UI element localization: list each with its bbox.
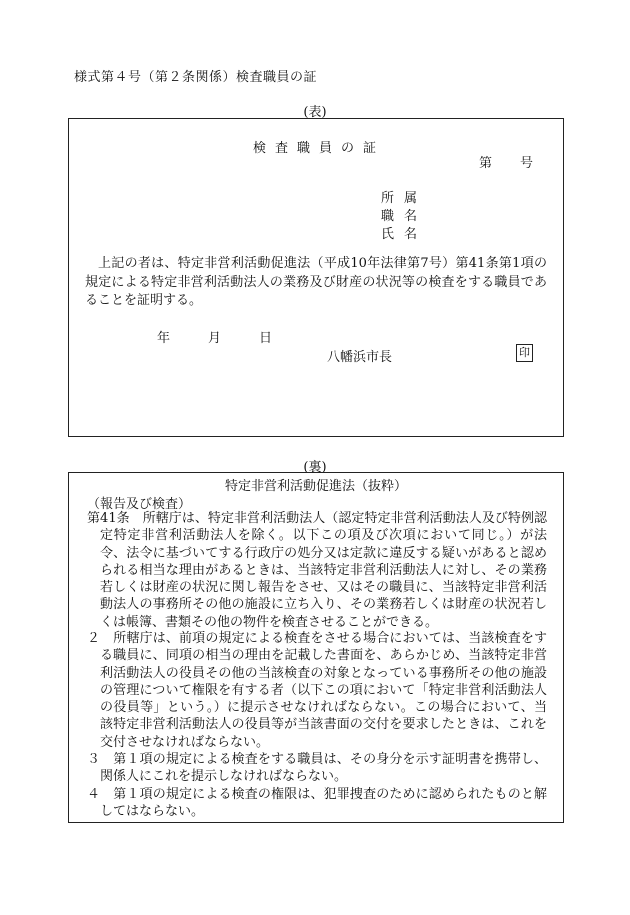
clause-article-41 — [87, 510, 547, 631]
seal-mark: 印 — [516, 344, 533, 362]
date-day: 日 — [259, 331, 273, 346]
form-title: 様式第４号（第２条関係）検査職員の証 — [74, 70, 318, 85]
clause-text: ４ 第１項の規定による検査の権限は、犯罪捜査のために認められたものと解してはならない。 — [87, 787, 547, 820]
date-year: 年 — [157, 331, 171, 346]
certificate-back — [68, 472, 564, 823]
front-side-label: (表) — [303, 105, 327, 120]
certificate-number — [479, 152, 533, 171]
back-side-label: (裏) — [303, 460, 327, 475]
field-position: 職名 — [381, 209, 428, 224]
clause-text: ３ 第１項の規定による検査をする職員は、その身分を示す証明書を携帯し、関係人にこれを提示しなければならない。 — [87, 752, 547, 785]
law-excerpt-title: 特定非営利活動促進法（抜粋） — [224, 479, 407, 494]
certificate-front — [68, 118, 564, 437]
field-affiliation: 所属 — [381, 191, 428, 206]
clause-paragraph-4 — [87, 786, 547, 821]
issue-date — [157, 327, 272, 346]
issuer-name: 八幡浜市長 — [327, 350, 393, 365]
clause-text: ２ 所轄庁は、前項の規定による検査をさせる場合においては、当該検査をする職員に、同項の相当の理由を記載した書面を、あらかじめ、当該特定非営利活動法人の役員その他の当該検査の対象となっている事務所その他の施設の管理について権限を有する者（以下この項において「特定非営利活動法人の役員等」という。）に提示させなければならない。この場合において、当該特定非営利活動法人の役員等が当該書面の交付を要求したときは、これを交付させなければならない。 — [87, 631, 547, 750]
clause-text: 第41条 所轄庁は、特定非営利活動法人（認定特定非営利活動法人及び特例認定特定非営利活動法人を除く。以下この項及び次項において同じ。）が法令、法令に基づいてする行政庁の処分又は定款に違反する疑いがあると認められる相当な理由があるときは、当該特定非営利活動法人に対し、その業務若しくは財産の状況に関し報告をさせ、又はその職員に、当該特定非営利活動法人の事務所その他の施設に立ち入り、その業務若しくは財産の状況若しくは帳簿、書類その他の物件を検査させることができる。 — [87, 511, 547, 630]
clause-paragraph-2 — [87, 630, 547, 751]
field-name: 氏名 — [381, 227, 428, 242]
number-prefix: 第 — [478, 156, 492, 171]
date-month: 月 — [208, 331, 222, 346]
number-suffix: 号 — [519, 156, 533, 171]
clause-paragraph-3 — [87, 751, 547, 786]
certification-text: 上記の者は、特定非営利活動促進法（平成10年法律第7号）第41条第1項の規定による特定非営利活動法人の業務及び財産の状況等の検査をする職員であることを証明する。 — [85, 256, 547, 308]
certificate-title: 検査職員の証 — [252, 141, 385, 156]
section-heading: （報告及び検査） — [87, 497, 192, 512]
